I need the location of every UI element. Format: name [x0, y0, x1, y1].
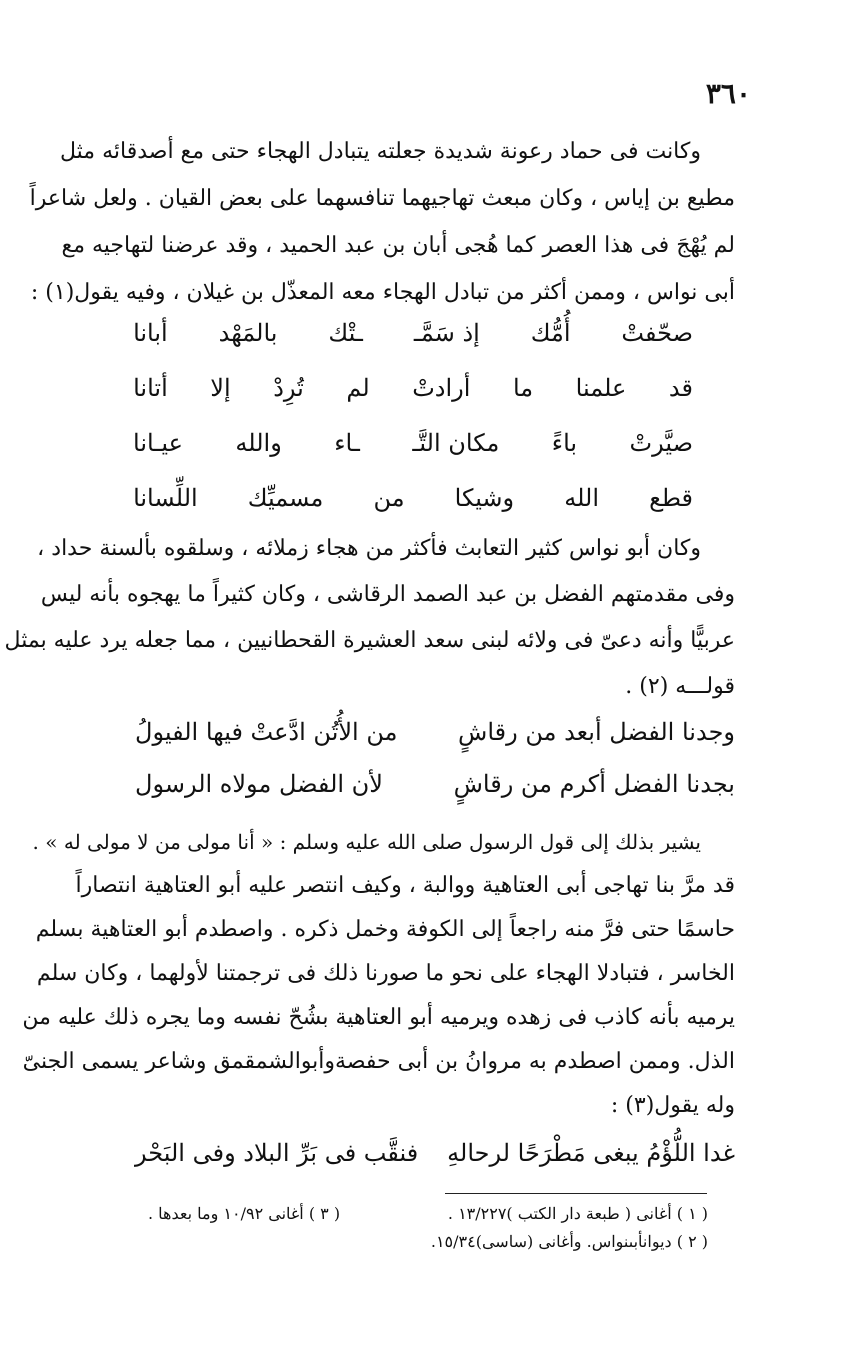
text-line: الذل. وممن اصطدم به مروانُ بن أبى حفصةوأبوالشمقمق وشاعر يسمى الجنىّ [22, 1049, 735, 1074]
verse-word: قطع [649, 484, 693, 512]
text-line: حاسمًا حتى فرَّ منه راجعاً إلى الكوفة وخمل ذكره . واصطدم أبو العتاهية بسلم [35, 917, 735, 942]
text-line: يشير بذلك إلى قول الرسول صلى الله عليه وسلم : « أنا مولى من لا مولى له » . [32, 830, 701, 854]
text-line: قولـــه (٢) . [625, 674, 735, 699]
paragraph-2 [4, 526, 735, 710]
verse-word: صحّفتْ [621, 319, 693, 347]
verse-block-1 [133, 306, 693, 526]
text-line: وله يقول(٣) : [610, 1093, 735, 1118]
text-line: لم يُهْجَ فى هذا العصر كما هُجى أبان بن عبد الحميد ، وقد عرضنا لتهاجيه مع [61, 233, 735, 258]
verse-line [133, 471, 693, 526]
verse-word: أرادتْ [412, 374, 471, 402]
footnote-3: ( ٣ ) أغانى ١٠/٩٢ وما بعدها . [148, 1204, 341, 1223]
verse-line [135, 706, 735, 758]
verse-word: لم [346, 374, 370, 402]
verse-line [133, 361, 693, 416]
text-line: وكانت فى حماد رعونة شديدة جعلته يتبادل الهجاء حتى مع أصدقائه مثل [60, 139, 701, 164]
page-number: ٣٦٠ [705, 77, 751, 110]
paragraph-1 [29, 128, 735, 316]
verse-word: إلا [210, 374, 231, 402]
verse-word: صيَّرتْ [629, 429, 693, 457]
verse-hemistich: من الأُتُن ادَّعتْ فيها الفيولُ [135, 718, 398, 746]
verse-word: ما [512, 374, 534, 402]
verse-block-2 [135, 706, 735, 810]
verse-word: ـتْك [328, 319, 363, 347]
verse-word: الله [564, 484, 599, 512]
verse-hemistich: غدا اللُّؤْمُ يبغى مَطْرَحًا لرحالهِ [447, 1139, 735, 1167]
paragraph-3 [22, 820, 735, 1128]
text-line: عربيًّا وأنه دعىّ فى ولائه لبنى سعد العشيرة القحطانيين ، مما جعله يرد عليه بمثل [4, 628, 735, 653]
verse-word: أتانا [133, 374, 168, 402]
text-line: أبى نواس ، وممن أكثر من تبادل الهجاء معه المعذّل بن غيلان ، وفيه يقول(١) : [30, 280, 735, 305]
verse-line [133, 416, 693, 471]
footnote-2: ( ٢ ) ديوانأبىنواس. وأغانى (ساسى)١٥/٣٤. [430, 1232, 708, 1251]
verse-word: عيـانا [133, 429, 183, 457]
verse-word: من [373, 484, 405, 512]
verse-line [133, 306, 693, 361]
verse-word: علمنا [575, 374, 627, 402]
verse-hemistich: وجدنا الفضل أبعد من رقاشٍ [458, 718, 735, 746]
verse-line [135, 758, 735, 810]
verse-word: مسميِّك [247, 484, 324, 512]
verse-hemistich: بجدنا الفضل أكرم من رقاشٍ [453, 770, 735, 798]
verse-word: بالمَهْد [218, 319, 278, 347]
verse-block-3 [135, 1128, 735, 1178]
verse-hemistich: لأن الفضل مولاه الرسول [135, 770, 383, 798]
verse-word: تُرِدْ [273, 374, 304, 402]
footnote-row [148, 1200, 708, 1228]
footnote-row [148, 1228, 708, 1256]
footnotes [148, 1200, 708, 1256]
verse-hemistich: فنقَّب فى بَرِّ البلاد وفى البَحْر [135, 1139, 419, 1167]
text-line: الخاسر ، فتبادلا الهجاء على نحو ما صورنا ذلك فى ترجمتنا لأولهما ، وكان سلم [36, 961, 735, 986]
text-line: قد مرَّ بنا تهاجى أبى العتاهية ووالبة ، وكيف انتصر عليه أبو العتاهية انتصاراً [75, 873, 735, 898]
text-line: مطيع بن إياس ، وكان مبعث تهاجيهما تنافسهما على بعض القيان . ولعل شاعراً [29, 186, 735, 211]
verse-word: مكان التَّـ [412, 429, 500, 457]
verse-word: اللِّسانا [133, 484, 198, 512]
text-line: يرميه بأنه كاذب فى زهده ويرميه أبو العتاهية بشُحّ نفسه وما يجره ذلك عليه من [22, 1005, 735, 1030]
verse-word: قد [668, 374, 693, 402]
verse-word: والله [235, 429, 282, 457]
text-line: وفى مقدمتهم الفضل بن عبد الصمد الرقاشى ، وكان كثيراً ما يهجوه بأنه ليس [40, 582, 735, 607]
verse-word: إذ سَمَّـ [413, 319, 480, 347]
text-line: وكان أبو نواس كثير التعابث فأكثر من هجاء زملائه ، وسلقوه بألسنة حداد ، [37, 536, 701, 561]
verse-word: أُمُّك [530, 319, 571, 347]
footnote-1: ( ١ ) أغانى ( طبعة دار الكتب )١٣/٢٢٧ . [447, 1204, 708, 1223]
verse-word: وشيكا [454, 484, 515, 512]
footnote-divider [445, 1193, 707, 1194]
verse-word: باءً [551, 429, 578, 457]
verse-word: أبانا [133, 319, 168, 347]
verse-word: ـاء [334, 429, 360, 457]
